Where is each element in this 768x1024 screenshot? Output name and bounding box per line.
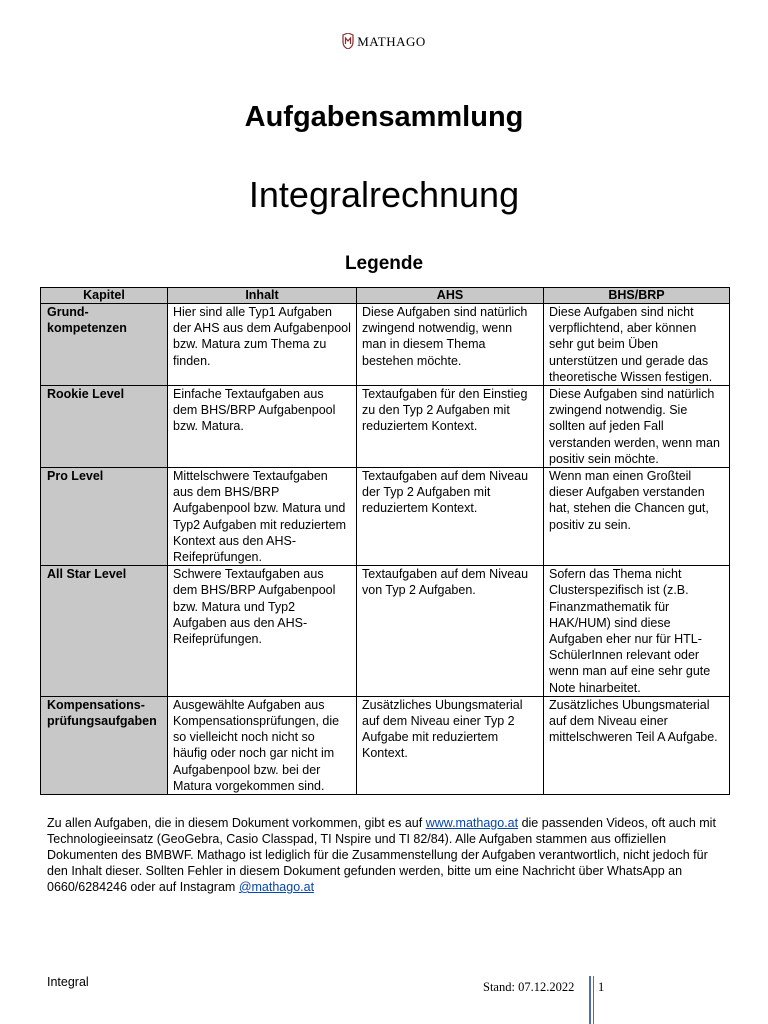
cell-bhs: Sofern das Thema nicht Clusterspezifisch ist (z.B. Finanzmathematik für HAK/HUM) sind diese Aufgaben eher nur für HTL-SchülerInnen relevant oder wenn man auf eine sehr gute Note hinarbeitet.: [544, 566, 730, 697]
footer-text-part1: Zu allen Aufgaben, die in diesem Dokument vorkommen, gibt es auf: [47, 816, 426, 830]
cell-bhs: Diese Aufgaben sind natürlich zwingend notwendig. Sie sollten auf jeden Fall verstanden werden, wenn man positiv sein möchte.: [544, 386, 730, 468]
stand-date: Stand: 07.12.2022: [483, 980, 575, 994]
table-row: [41, 696, 730, 794]
cell-bhs: Wenn man einen Großteil dieser Aufgaben verstanden hat, stehen die Chancen gut, positiv zu sein.: [544, 468, 730, 566]
cell-inhalt: Hier sind alle Typ1 Aufgaben der AHS aus dem Aufgabenpool bzw. Matura zum Thema zu finden.: [168, 304, 357, 386]
cell-inhalt: Ausgewählte Aufgaben aus Kompensationsprüfungen, die so vielleicht noch nicht so häufig oder noch gar nicht im Aufgabenpool bzw. bei der Matura vorgekommen sind.: [168, 696, 357, 794]
logo-text: MATHAGO: [357, 34, 426, 49]
cell-kapitel: Rookie Level: [41, 386, 168, 468]
column-header-bhs: BHS/BRP: [544, 288, 730, 304]
footer-note: [47, 815, 727, 895]
table-row: [41, 566, 730, 697]
table-row: [41, 304, 730, 386]
cell-ahs: Textaufgaben für den Einstieg zu den Typ 2 Aufgaben mit reduziertem Kontext.: [357, 386, 544, 468]
cell-ahs: Zusätzliches Ubungsmaterial auf dem Niveau einer Typ 2 Aufgabe mit reduziertem Kontext.: [357, 696, 544, 794]
cell-bhs: Diese Aufgaben sind nicht verpflichtend, aber können sehr gut beim Üben unterstützen und gerade das theoretische Wissen festigen.: [544, 304, 730, 386]
cell-kapitel: Pro Level: [41, 468, 168, 566]
mathago-crest-icon: [342, 33, 354, 49]
legend-heading: Legende: [344, 253, 424, 274]
document-title: Aufgabensammlung: [244, 101, 524, 133]
table-header-row: [41, 288, 730, 304]
footer-divider: [589, 976, 591, 1024]
cell-inhalt: Mittelschwere Textaufgaben aus dem BHS/BRP Aufgabenpool bzw. Matura und Typ2 Aufgaben mit reduziertem Kontext aus den AHS-Reifeprüfungen.: [168, 468, 357, 566]
legend-table: [40, 287, 730, 795]
footer-divider: [593, 976, 594, 1024]
cell-inhalt: Einfache Textaufgaben aus dem BHS/BRP Aufgabenpool bzw. Matura.: [168, 386, 357, 468]
cell-inhalt: Schwere Textaufgaben aus dem BHS/BRP Aufgabenpool bzw. Matura und Typ2 Aufgaben aus den AHS-Reifeprüfungen.: [168, 566, 357, 697]
footer-text-part2: die passenden Videos, oft auch mit Technologieeinsatz (GeoGebra, Casio Classpad, TI Nspire und TI 82/84). Alle Aufgaben stammen aus offiziellen Dokumenten des BMBWF. Mathago ist lediglich für die Zusammenstellung der Aufgaben verantwortlich, nicht jedoch für den Inhalt dieser. Sollten Fehler in diesem Dokument gefunden werden, bitte um eine Nachricht über WhatsApp an 0660/6284246 oder auf Instagram: [47, 816, 716, 894]
table-row: [41, 386, 730, 468]
table-row: [41, 468, 730, 566]
instagram-link[interactable]: @mathago.at: [238, 880, 315, 894]
cell-ahs: Textaufgaben auf dem Niveau von Typ 2 Aufgaben.: [357, 566, 544, 697]
page-number: 1: [598, 980, 605, 994]
column-header-ahs: AHS: [357, 288, 544, 304]
page-footer-label: Integral: [47, 975, 89, 989]
column-header-inhalt: Inhalt: [168, 288, 357, 304]
cell-kapitel: All Star Level: [41, 566, 168, 697]
column-header-kapitel: Kapitel: [41, 288, 168, 304]
cell-ahs: Textaufgaben auf dem Niveau der Typ 2 Aufgaben mit reduziertem Kontext.: [357, 468, 544, 566]
cell-kapitel: Kompensations- prüfungsaufgaben: [41, 696, 168, 794]
cell-kapitel: Grund- kompetenzen: [41, 304, 168, 386]
cell-ahs: Diese Aufgaben sind natürlich zwingend notwendig, wenn man in diesem Thema bestehen möchte.: [357, 304, 544, 386]
document-subtitle: Integralrechnung: [248, 174, 520, 215]
header-logo: [0, 33, 768, 50]
cell-bhs: Zusätzliches Ubungsmaterial auf dem Niveau einer mittelschweren Teil A Aufgabe.: [544, 696, 730, 794]
website-link[interactable]: www.mathago.at: [425, 816, 519, 830]
